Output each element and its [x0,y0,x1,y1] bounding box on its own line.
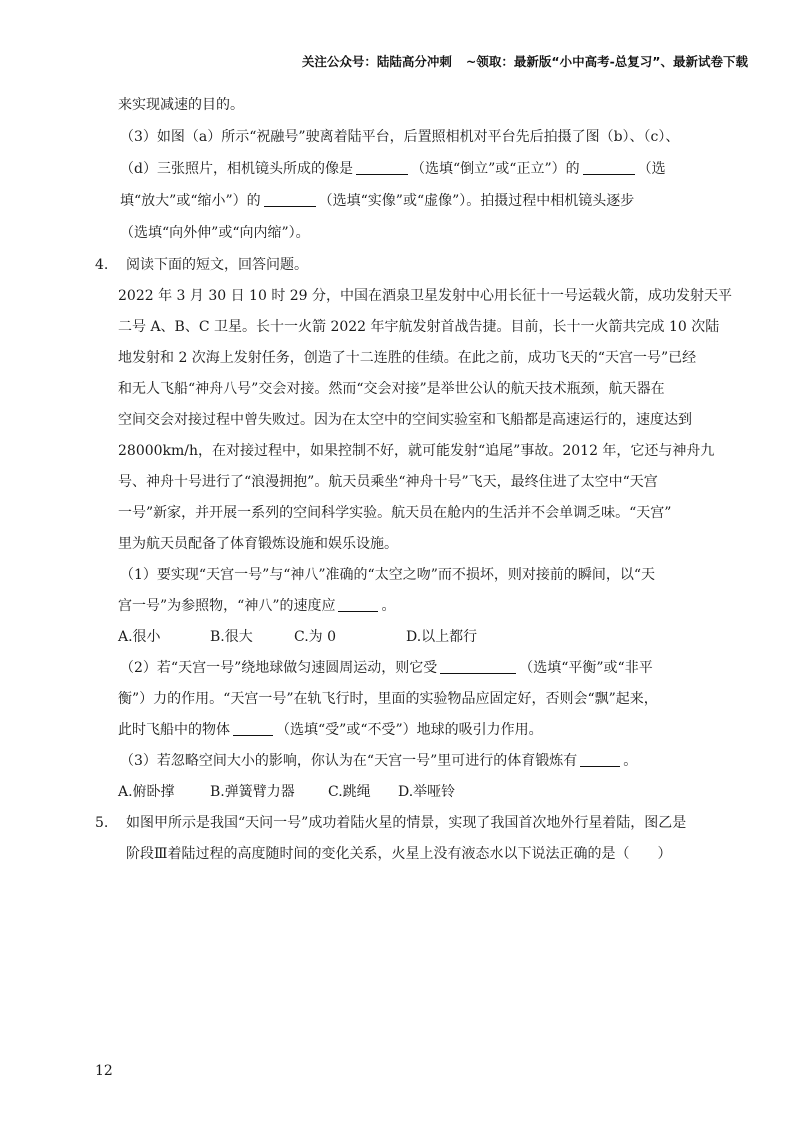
option-a[interactable]: A.俯卧撑 [118,784,175,800]
q3-sub3-line4: （选填“向外伸”或“向内缩”）。 [120,225,310,241]
answer-blank[interactable] [583,160,635,175]
q3-sub3-line3 [120,192,634,210]
q4-sub2-line3 [118,721,543,739]
q4-sub1-line2 [118,597,395,615]
text: （d）三张照片，相机镜头所成的像是 [120,161,353,177]
q4-passage-line: 28000km/h，在对接过程中，如果控制不好，就可能发射“追尾”事故。2012 年，它还与神舟九 [118,443,715,459]
text: （选填“受”或“不受”）地球的吸引力作用。 [276,722,543,738]
q4-passage-line: 和无人飞船“神舟八号”交会对接。然而“交会对接”是举世公认的航天技术瓶颈，航天器在 [118,381,665,397]
header-left: 关注公众号：陆陆高分冲刺 [301,54,452,69]
option-a[interactable]: A.很小 [118,629,161,645]
text: （选填“平衡”或“非平 [519,660,653,676]
q4-passage-line: 空间交会对接过程中曾失败过。因为在太空中的空间实验室和飞船都是高速运行的，速度达到 [118,412,692,428]
q3-cont-line: 来实现减速的目的。 [118,97,244,113]
page-header [302,52,748,70]
text: （选 [637,161,666,177]
q4-sub1-line1: （1）要实现“天宫一号”与“神八”准确的“太空之吻”而不损坏，则对接前的瞬间，以“天 [120,567,656,583]
q4-sub3-options [118,783,455,801]
option-b[interactable]: B.弹簧臂力器 [210,784,295,800]
option-d[interactable]: D.举哑铃 [398,784,456,800]
q3-sub3-line2 [120,160,666,178]
header-right: ~领取：最新版“小中高考-总复习”、最新试卷下载 [465,54,748,69]
q5-line2: 阶段Ⅲ着陆过程的高度随时间的变化关系，火星上没有液态水以下说法正确的是（ ） [126,846,672,862]
q3-sub3-line1: （3）如图（a）所示“祝融号”驶离着陆平台，后置照相机对平台先后拍摄了图（b）、（c）、 [120,129,680,145]
answer-blank[interactable] [264,192,316,207]
answer-blank[interactable] [338,597,378,612]
answer-blank[interactable] [356,160,408,175]
text: （2）若“天宫一号”绕地球做匀速圆周运动，则它受 [120,660,438,676]
option-c[interactable]: C.为 0 [294,629,337,645]
q5-line1: 如图甲所示是我国“天问一号”成功着陆火星的情景，实现了我国首次地外行星着陆，图乙是 [126,815,687,831]
text: （选填“倒立”或“正立”）的 [410,161,580,177]
text: （选填“实像”或“虚像”）。拍摄过程中相机镜头逐步 [318,193,635,209]
text: 此时飞船中的物体 [118,722,230,738]
text: 。 [623,753,638,769]
q4-sub1-options [118,628,477,646]
q4-passage-line: 一号”新家，并开展一系列的空间科学实验。航天员在舱内的生活并不会单调乏味。“天宫” [118,505,672,521]
text: 宫一号”为参照物，“神八”的速度应 [118,598,336,614]
q4-passage-line: 二号 A、B、C 卫星。长十一火箭 2022 年宇航发射首战告捷。目前，长十一火箭共完成 10 次陆 [118,319,720,335]
option-b[interactable]: B.很大 [210,629,253,645]
q4-passage-line: 里为航天员配备了体育锻炼设施和娱乐设施。 [118,536,398,552]
q4-sub2-line1 [120,659,653,677]
q4-prompt: 阅读下面的短文，回答问题。 [126,257,308,273]
q4-passage-line: 地发射和 2 次海上发射任务，创造了十二连胜的佳绩。在此之前，成功飞天的“天宫一号”已经 [118,350,697,366]
answer-blank[interactable] [233,721,273,736]
answer-blank[interactable] [580,752,620,767]
q4-sub2-line2: 衡”）力的作用。“天宫一号”在轨飞行时，里面的实验物品应固定好，否则会“飘”起来， [118,691,658,707]
text: 。 [381,598,396,614]
text: （3）若忽略空间大小的影响，你认为在“天宫一号”里可进行的体育锻炼有 [120,753,578,769]
answer-blank[interactable] [440,659,516,674]
q4-number: 4. [95,257,109,273]
q4-passage-line: 号、神舟十号进行了“浪漫拥抱”。航天员乘坐“神舟十号”飞天，最终住进了太空中“天宫 [118,474,658,490]
text: 填“放大”或“缩小”）的 [120,193,261,209]
q4-sub3-line1 [120,752,637,770]
page-number: 12 [95,1063,113,1079]
option-c[interactable]: C.跳绳 [328,784,371,800]
q4-passage-line: 2022 年 3 月 30 日 10 时 29 分，中国在酒泉卫星发射中心用长征十一号运载火箭，成功发射天平 [118,288,733,304]
option-d[interactable]: D.以上都行 [406,629,478,645]
q5-number: 5. [95,815,109,831]
